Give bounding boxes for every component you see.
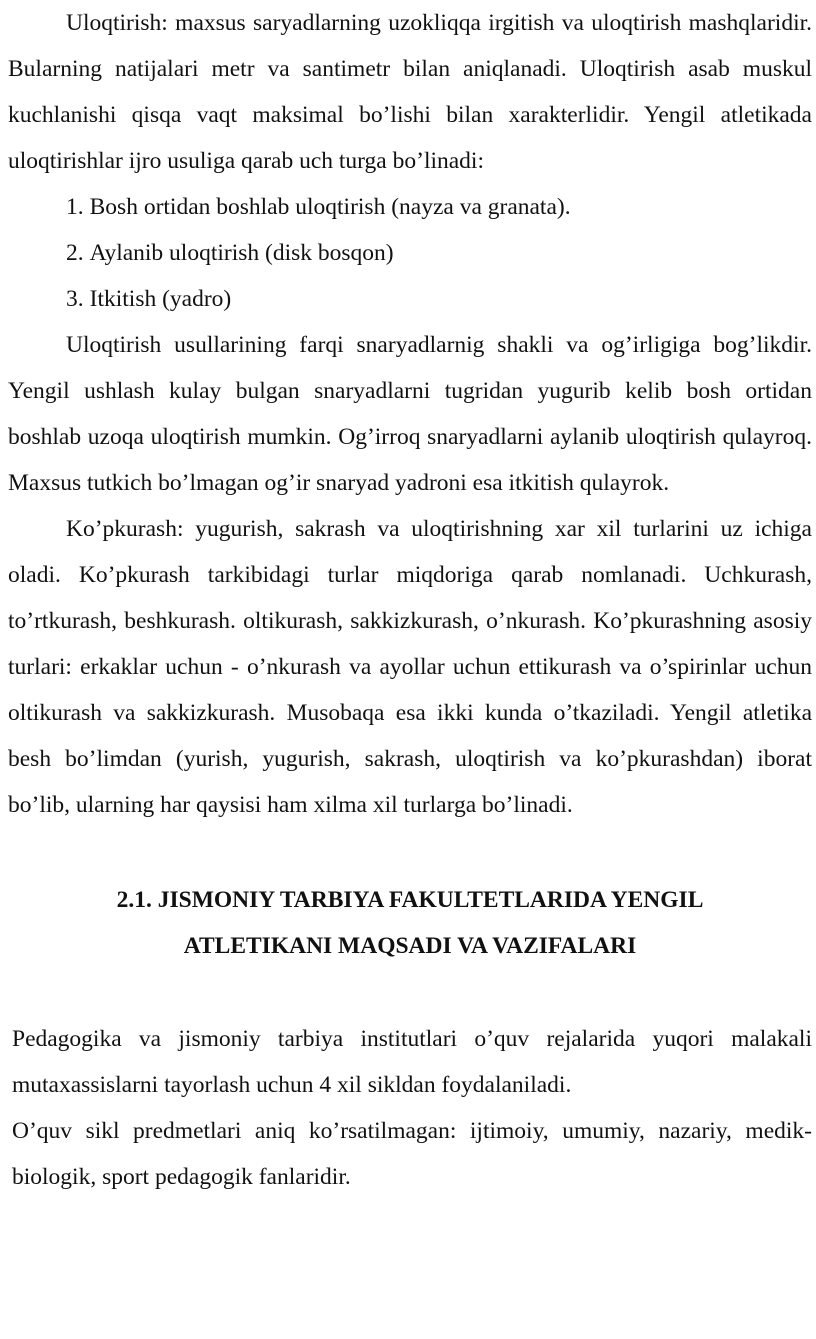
list-item-text: Aylanib uloqtirish (disk bosqon) [89, 240, 394, 266]
list-item-number: 1. [66, 194, 84, 220]
throwing-types-list [8, 184, 812, 322]
section-heading [8, 877, 812, 969]
list-item [8, 184, 812, 230]
list-item [8, 230, 812, 276]
section-heading-line-2: ATLETIKANI MAQSADI VA VAZIFALARI [183, 933, 637, 959]
paragraph-cycle-subjects: O’quv sikl predmetlari aniq ko’rsatilmagan: ijtimoiy, umumiy, nazariy, medik-biologik, sport pedagogik fanlaridir. [12, 1118, 812, 1190]
list-item-text: Bosh ortidan boshlab uloqtirish (nayza va granata). [89, 194, 571, 220]
paragraph-throwing-definition: Uloqtirish: maxsus saryadlarning uzokliqqa irgitish va uloqtirish mashqlaridir. Bularning natijalari metr va santimetr bilan aniqlanadi. Uloqtirish asab muskul kuchlanishi qisqa vaqt maksimal bo’lishi bilan xarakterlidir. Yengil atletikada uloqtirishlar ijro usuliga qarab uch turga bo’linadi: [8, 10, 812, 174]
section-heading-line-1: 2.1. JISMONIY TARBIYA FAKULTETLARIDA YENGIL [116, 887, 704, 913]
list-item [8, 276, 812, 322]
list-item-number: 3. [66, 286, 84, 312]
paragraph-throwing-methods: Uloqtirish usullarining farqi snaryadlarnig shakli va og’irligiga bog’likdir. Yengil ushlash kulay bulgan snaryadlarni tugridan yugurib kelib bosh ortidan boshlab uzoqa uloqtirish mumkin. Og’irroq snaryadlarni aylanib uloqtirish qulayroq. Maxsus tutkich bo’lmagan og’ir snaryad yadroni esa itkitish qulayrok. [8, 332, 812, 496]
list-item-number: 2. [66, 240, 84, 266]
spacer [8, 969, 812, 1016]
list-item-text: Itkitish (yadro) [89, 286, 232, 312]
paragraph-multievent: Ko’pkurash: yugurish, sakrash va uloqtirishning xar xil turlarini uz ichiga oladi. Ko’pkurash tarkibidagi turlar miqdoriga qarab nomlanadi. Uchkurash, to’rtkurash, beshkurash. oltikurash, sakkizkurash, o’nkurash. Ko’pkurashning asosiy turlari: erkaklar uchun - o’nkurash va ayollar uchun ettikurash va o’spirinlar uchun oltikurash va sakkizkurash. Musobaqa esa ikki kunda o’tkaziladi. Yengil atletika besh bo’limdan (yurish, yugurish, sakrash, uloqtirish va ko’pkurashdan) iborat bo’lib, ularning har qaysisi ham xilma xil turlarga bo’linadi. [8, 516, 812, 818]
paragraph-curriculum: Pedagogika va jismoniy tarbiya institutlari o’quv rejalarida yuqori malakali mutaxassislarni tayorlash uchun 4 xil sikldan foydalaniladi. [12, 1026, 812, 1098]
